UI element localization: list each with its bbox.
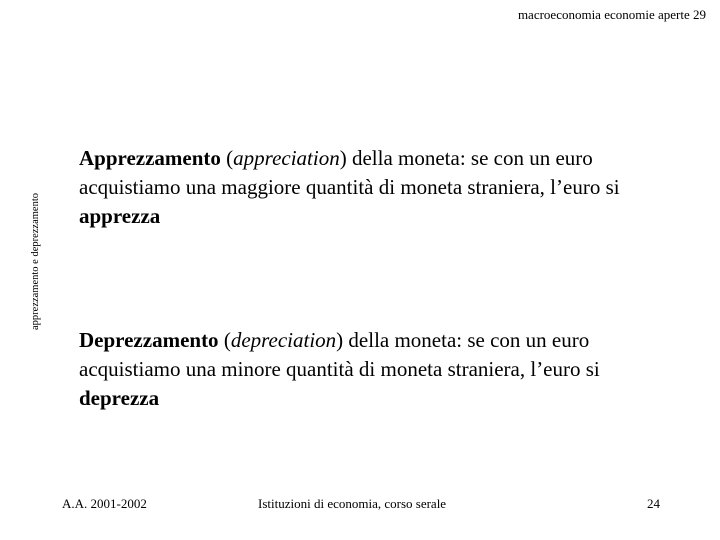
depreciation-definition	[79, 326, 679, 413]
depreciation-term: Deprezzamento	[79, 328, 219, 352]
depreciation-definition-text: ) della moneta: se con un euro acquistiamo una minore quantità di moneta straniera, l’euro si	[79, 328, 600, 381]
depreciation-open-paren: (	[218, 328, 231, 352]
slide-header-title: macroeconomia economie aperte 29	[517, 7, 706, 22]
appreciation-open-paren: (	[220, 146, 234, 170]
side-section-label: apprezzamento e deprezzamento	[30, 193, 41, 330]
appreciation-verb: apprezza	[79, 204, 161, 228]
footer-course-title: Istituzioni di economia, corso serale	[258, 496, 447, 511]
footer-academic-year: A.A. 2001-2002	[62, 496, 147, 511]
appreciation-definition-text: ) della moneta: se con un euro acquistiamo una maggiore quantità di moneta straniera, l’euro si	[79, 146, 620, 199]
depreciation-english-term: depreciation	[230, 328, 337, 352]
appreciation-english-term: appreciation	[233, 146, 340, 170]
footer-page-number: 24	[647, 496, 660, 511]
appreciation-definition	[79, 144, 679, 231]
appreciation-term: Apprezzamento	[79, 146, 221, 170]
depreciation-verb: deprezza	[79, 386, 160, 410]
